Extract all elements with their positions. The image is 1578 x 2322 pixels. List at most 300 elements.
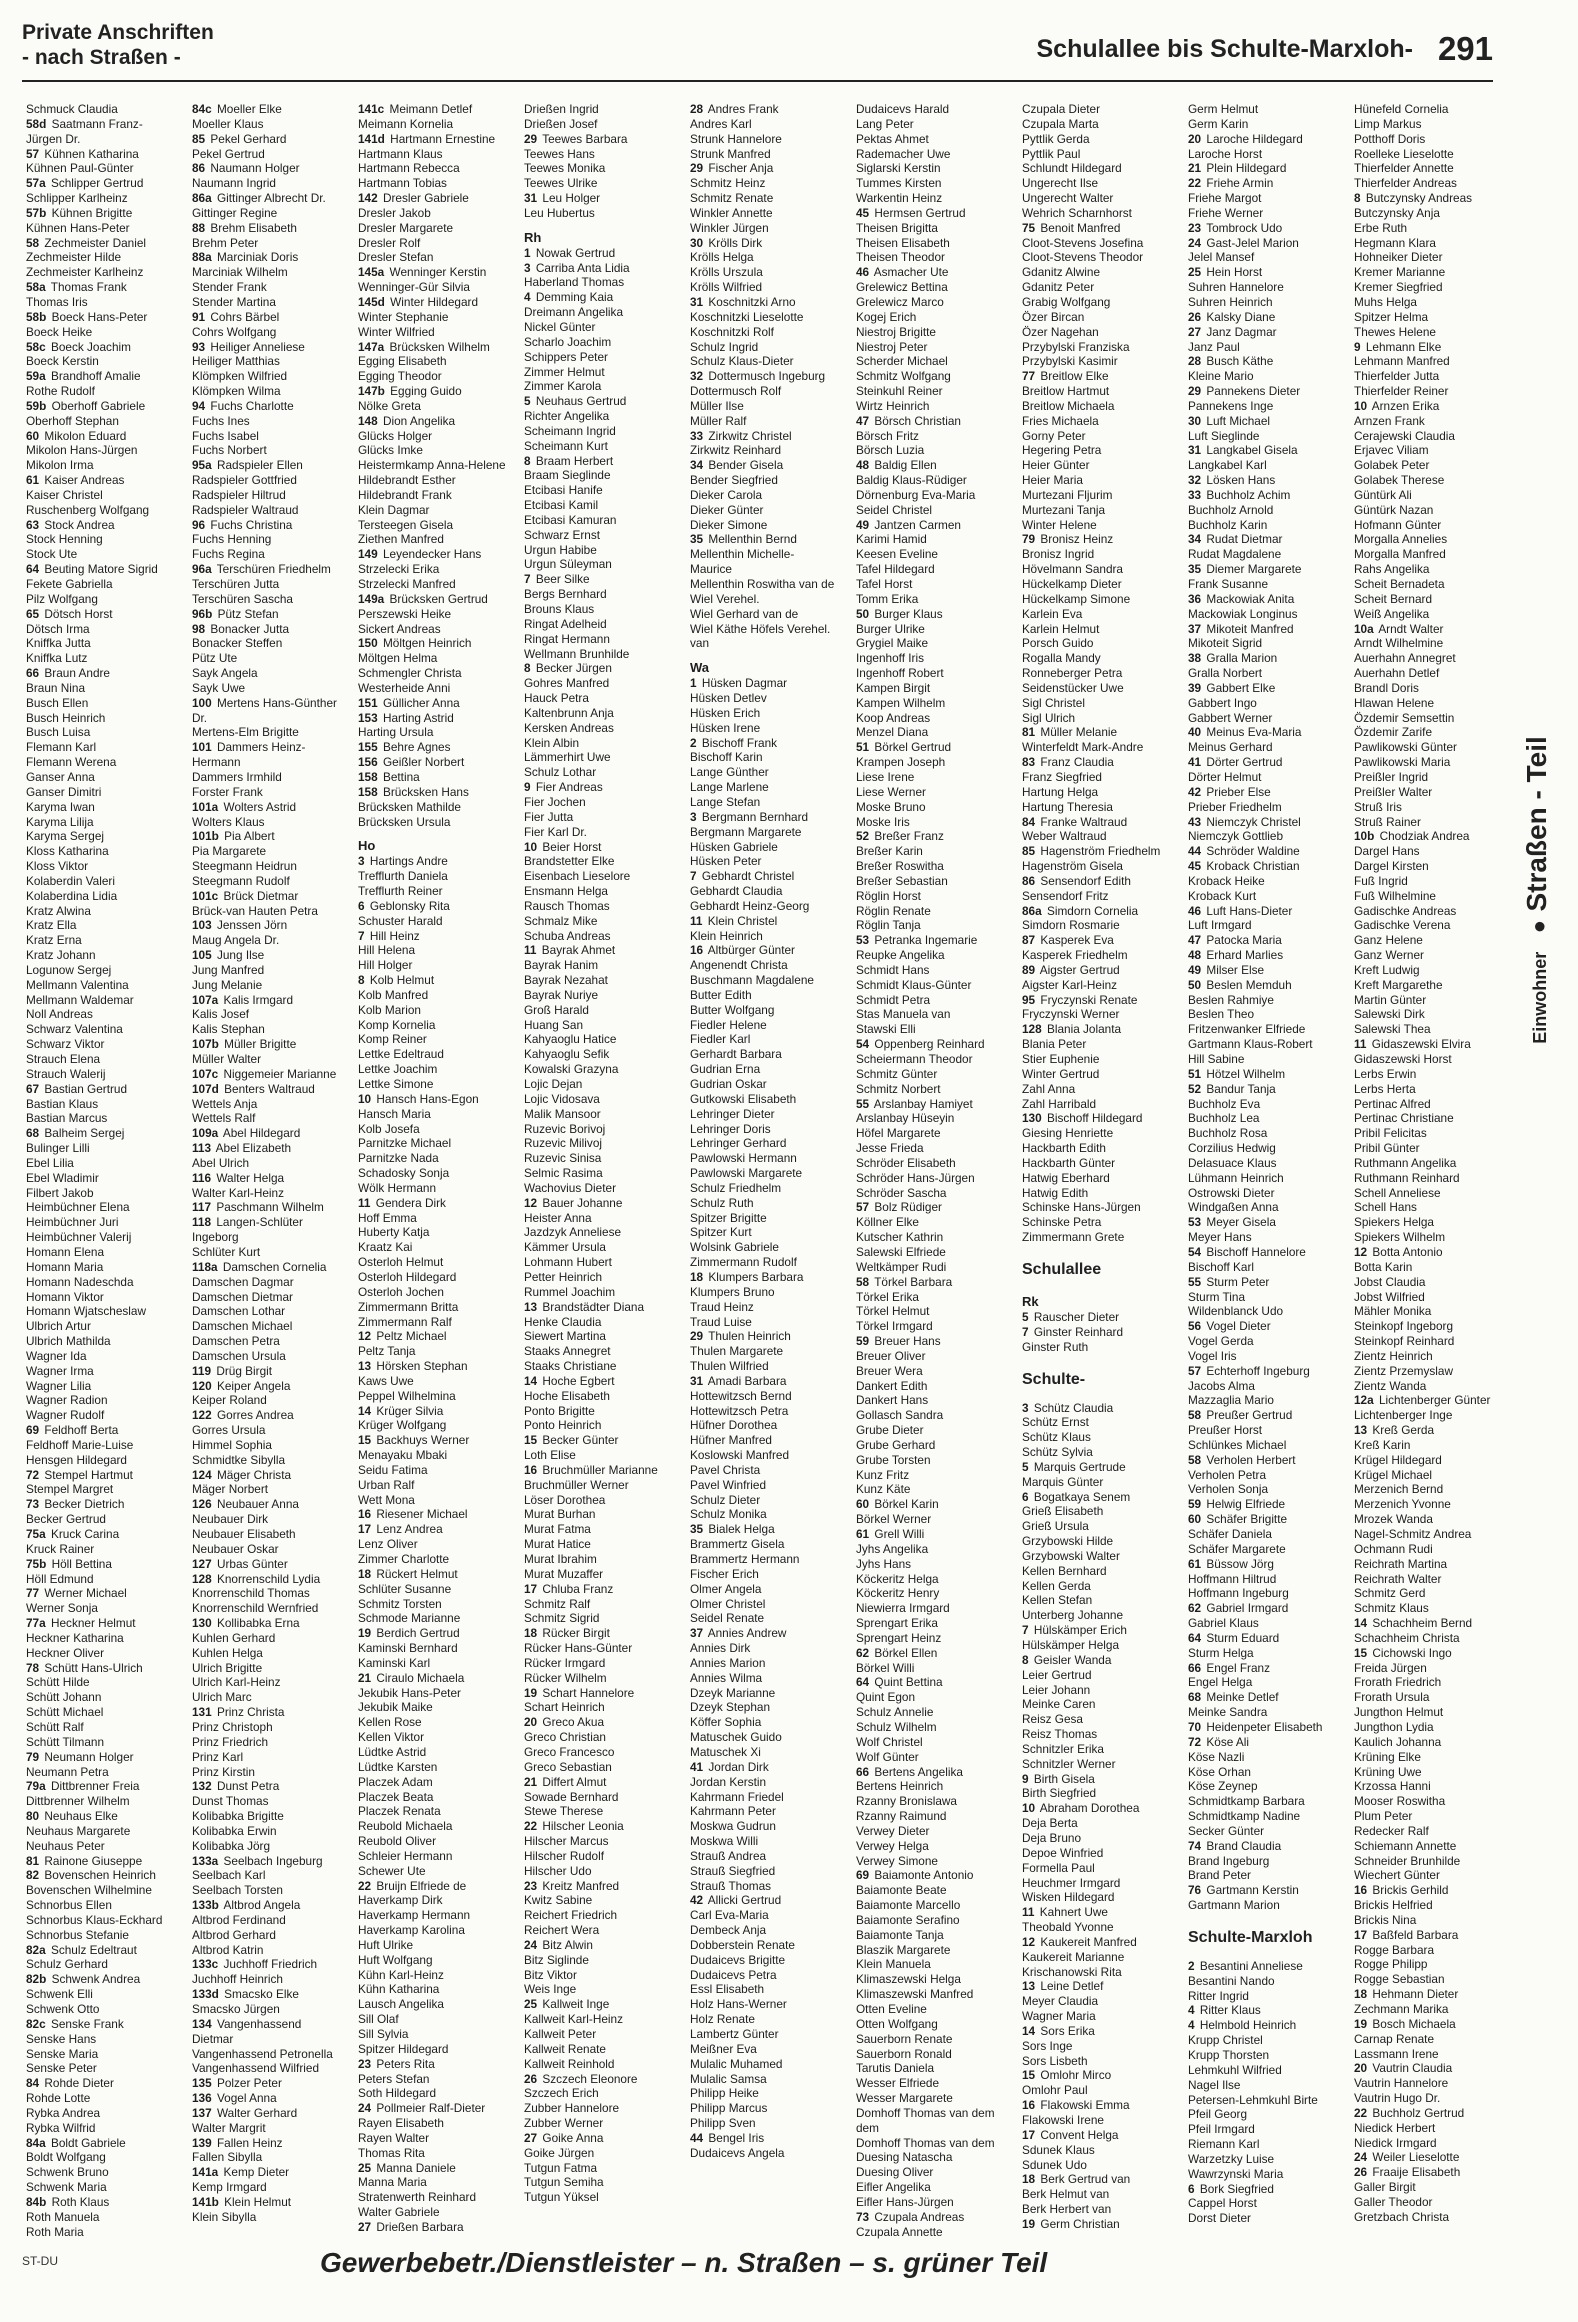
- resident-entry: Kloss Katharina: [26, 844, 109, 859]
- resident-entry: Breitlow Hartmut: [1022, 384, 1110, 399]
- resident-entry: Knorrenschild Wernfried: [192, 1601, 319, 1616]
- resident-entry: Sowade Bernhard: [524, 1789, 619, 1804]
- resident-entry: 58b Boeck Hans-Peter: [26, 309, 148, 324]
- resident-entry: Murat Hatice: [524, 1537, 591, 1552]
- house-number: 18: [1354, 1987, 1368, 2002]
- district-heading: Rh: [524, 229, 542, 245]
- resident-entry: Brandl Doris: [1354, 680, 1419, 695]
- resident-entry: Frank Susanne: [1188, 577, 1269, 591]
- resident-entry: Bayrak Hanim: [524, 958, 599, 973]
- resident-entry: Staaks Annegret: [524, 1344, 611, 1359]
- resident-entry: Placzek Beata: [358, 1789, 434, 1804]
- resident-entry: Frorath Ursula: [1354, 1690, 1430, 1705]
- resident-entry: Rayen Walter: [358, 2130, 430, 2145]
- resident-entry: Hövelmann Sandra: [1022, 562, 1123, 577]
- resident-entry: 8 Kolb Helmut: [358, 973, 435, 988]
- resident-entry: 88 Brehm Elisabeth: [192, 220, 297, 235]
- resident-entry: 107b Müller Brigitte: [192, 1037, 297, 1052]
- resident-entry: Brand Peter: [1188, 1868, 1251, 1883]
- resident-entry: Winkler Jürgen: [690, 220, 769, 235]
- resident-entry: 96a Terschüren Friedhelm: [192, 562, 331, 577]
- resident-entry: Altbrod Katrin: [192, 1942, 264, 1957]
- resident-entry: Suhren Heinrich: [1188, 294, 1273, 309]
- resident-entry: Dieker Carola: [690, 487, 763, 502]
- resident-entry: Meyer Claudia: [1022, 1994, 1099, 2009]
- resident-entry: Jelel Mansef: [1188, 250, 1255, 265]
- house-number: 133c: [192, 1957, 219, 1972]
- resident-entry: Haverkamp Hermann: [358, 1908, 471, 1923]
- house-number: 42: [690, 1893, 704, 1908]
- house-number: 18: [1022, 2172, 1036, 2187]
- resident-entry: 14 Schachheim Bernd: [1354, 1616, 1473, 1631]
- house-number: 45: [856, 205, 870, 220]
- resident-entry: Gollasch Sandra: [856, 1408, 944, 1423]
- resident-entry: Brouns Klaus: [524, 602, 595, 616]
- resident-entry: Wesser Elfriede: [856, 2076, 940, 2091]
- resident-entry: Karyma Iwan: [26, 799, 95, 814]
- resident-entry: Traud Luise: [690, 1314, 752, 1329]
- house-number: 73: [26, 1497, 40, 1512]
- house-number: 29: [690, 161, 704, 176]
- house-number: 49: [1188, 962, 1202, 977]
- house-number: 58b: [26, 309, 47, 324]
- house-number: 107b: [192, 1037, 219, 1052]
- resident-entry: 10b Chodziak Andrea: [1354, 829, 1470, 844]
- resident-entry: Pribil Günter: [1354, 1141, 1420, 1156]
- resident-entry: Schmitz Klaus: [1354, 1601, 1429, 1616]
- resident-entry: Törkel Erika: [856, 1289, 919, 1304]
- resident-entry: Quint Egon: [856, 1690, 916, 1705]
- resident-entry: 66 Braun Andre: [26, 666, 110, 681]
- resident-entry: Carl Eva-Maria: [690, 1908, 769, 1923]
- house-number: 51: [1188, 1066, 1202, 1081]
- resident-entry: Deja Berta: [1022, 1816, 1078, 1831]
- resident-entry: Theisen Elisabeth: [856, 235, 950, 250]
- resident-entry: Harting Ursula: [358, 725, 434, 740]
- resident-entry: Breßer Roswitha: [856, 859, 944, 874]
- resident-entry: Schnitzler Erika: [1022, 1741, 1104, 1756]
- resident-entry: 4 Ritter Klaus: [1188, 2003, 1261, 2018]
- resident-entry: 84 Franke Waltraud: [1022, 814, 1128, 829]
- spacer: [524, 221, 684, 227]
- resident-entry: Steinkuhl Reiner: [856, 384, 943, 399]
- resident-entry: Philipp Heike: [690, 2086, 759, 2101]
- resident-entry: Knorrenschild Thomas: [192, 1586, 310, 1601]
- resident-entry: Hückelkamp Simone: [1022, 591, 1131, 606]
- resident-entry: Przybylski Franziska: [1022, 339, 1130, 354]
- resident-entry: Luft Irmgard: [1188, 918, 1252, 933]
- resident-entry: Lojic Dejan: [524, 1077, 583, 1091]
- resident-entry: Özer Bircan: [1022, 309, 1085, 324]
- resident-entry: Brickis Nina: [1354, 1912, 1417, 1927]
- directory-column: [26, 102, 186, 2242]
- resident-entry: Pavel Winfried: [690, 1477, 767, 1492]
- resident-entry: Kämmer Ursula: [524, 1240, 606, 1255]
- resident-entry: Lehringer Gerhard: [690, 1136, 787, 1151]
- resident-entry: Kolaberdina Lidia: [26, 888, 118, 903]
- house-number: 8: [524, 661, 531, 676]
- house-number: 139: [192, 2135, 212, 2150]
- house-number: 85: [1022, 844, 1036, 859]
- house-number: 82c: [26, 2016, 46, 2031]
- resident-entry: Essl Elisabeth: [690, 1982, 765, 1997]
- house-number: 131: [192, 1705, 212, 1720]
- resident-entry: Prinz Christoph: [192, 1719, 273, 1734]
- resident-entry: Gudrian Erna: [690, 1062, 761, 1077]
- resident-entry: Zechmeister Karlheinz: [26, 265, 144, 280]
- resident-entry: Niestroj Peter: [856, 339, 928, 354]
- resident-entry: 113 Abel Elizabeth: [192, 1141, 292, 1156]
- resident-entry: Botta Karin: [1354, 1259, 1413, 1274]
- house-number: 148: [358, 413, 378, 428]
- resident-entry: Dietmar: [192, 2031, 234, 2046]
- resident-entry: 54 Oppenberg Reinhard: [856, 1037, 985, 1052]
- resident-entry: 57 Kühnen Katharina: [26, 146, 139, 161]
- resident-entry: Andres Karl: [690, 116, 752, 131]
- resident-entry: Etcibasi Kamil: [524, 498, 599, 513]
- house-number: 109a: [192, 1126, 219, 1141]
- resident-entry: Stratenwerth Reinhard: [358, 2190, 477, 2205]
- resident-entry: Klein Heinrich: [690, 928, 763, 943]
- resident-entry: Vautrin Hannelore: [1354, 2076, 1449, 2091]
- resident-entry: Schachheim Christa: [1354, 1630, 1460, 1645]
- resident-entry: 82c Senske Frank: [26, 2016, 124, 2031]
- resident-entry: Murat Fatma: [524, 1522, 591, 1537]
- resident-entry: Hoffmann Hiltrud: [1188, 1571, 1277, 1586]
- house-number: 69: [856, 1868, 870, 1883]
- resident-entry: Koslowski Manfred: [690, 1448, 790, 1463]
- resident-entry: Schiemann Annette: [1354, 1838, 1457, 1853]
- resident-entry: 66 Engel Franz: [1188, 1660, 1271, 1675]
- resident-entry: 150 Möltgen Heinrich: [358, 636, 472, 651]
- resident-entry: Krüning Elke: [1354, 1749, 1421, 1764]
- resident-entry: Brammertz Hermann: [690, 1552, 800, 1566]
- house-number: 2: [690, 735, 697, 750]
- resident-entry: Kahrmann Peter: [690, 1804, 776, 1819]
- house-number: 41: [1188, 755, 1202, 770]
- resident-entry: Cloot-Stevens Josefina: [1022, 235, 1144, 250]
- resident-entry: Wagner Radion: [26, 1393, 108, 1408]
- resident-entry: 14 Krüger Silvia: [358, 1403, 444, 1418]
- house-number: 14: [358, 1403, 372, 1418]
- resident-entry: Klumpers Bruno: [690, 1284, 775, 1299]
- resident-entry: Schulz Friedhelm: [690, 1180, 782, 1195]
- resident-entry: 13 Brandstädter Diana: [524, 1299, 645, 1314]
- resident-entry: 107c Niggemeier Marianne: [192, 1066, 337, 1081]
- resident-entry: Dembeck Anja: [690, 1923, 767, 1938]
- resident-entry: 59a Brandhoff Amalie: [26, 369, 141, 384]
- resident-entry: Gorny Peter: [1022, 428, 1086, 443]
- resident-entry: 10a Arndt Walter: [1354, 621, 1444, 636]
- resident-entry: Ganser Anna: [26, 769, 95, 784]
- house-number: 30: [690, 235, 704, 250]
- resident-entry: Germ Karin: [1188, 116, 1249, 131]
- house-number: 11: [1354, 1037, 1367, 1052]
- resident-entry: Wellmann Brunhilde: [524, 646, 630, 661]
- resident-entry: Rzanny Bronislawa: [856, 1794, 957, 1809]
- resident-entry: Braam Sieglinde: [524, 468, 611, 483]
- resident-entry: Jazdzyk Anneliese: [524, 1225, 622, 1240]
- resident-entry: Grube Dieter: [856, 1423, 924, 1438]
- resident-entry: 25 Manna Daniele: [358, 2160, 456, 2175]
- resident-entry: 5 Neuhaus Gertrud: [524, 394, 627, 409]
- resident-entry: Sensendorf Fritz: [1022, 888, 1109, 903]
- resident-entry: Schmidtkamp Barbara: [1188, 1794, 1305, 1809]
- house-number: 11: [690, 913, 703, 928]
- resident-entry: 58c Boeck Joachim: [26, 339, 131, 354]
- resident-entry: Brickis Helfried: [1354, 1898, 1433, 1913]
- resident-entry: Wagner Lilia: [26, 1378, 92, 1393]
- resident-entry: Rücker Hans-Günter: [524, 1641, 633, 1656]
- resident-entry: Schulz Gerhard: [26, 1957, 108, 1972]
- house-number: 25: [1188, 265, 1202, 280]
- bullet-icon: ●: [1526, 919, 1551, 934]
- resident-entry: Prinz Friedrich: [192, 1734, 269, 1749]
- house-number: 1: [524, 245, 531, 260]
- resident-entry: 45 Hermsen Gertrud: [856, 205, 966, 220]
- resident-entry: Schmitz Torsten: [358, 1596, 442, 1611]
- resident-entry: Jyhs Angelika: [856, 1541, 929, 1556]
- house-number: 57: [26, 146, 40, 161]
- resident-entry: Ulbrich Mathilda: [26, 1334, 111, 1349]
- resident-entry: Ruschenberg Wolfgang: [26, 502, 150, 517]
- resident-entry: Gdanitz Alwine: [1022, 265, 1101, 280]
- resident-entry: Bergmann Margarete: [690, 824, 802, 839]
- resident-entry: Müller Walter: [192, 1052, 262, 1066]
- district-heading: Rk: [1022, 1293, 1039, 1309]
- resident-entry: 7 Hülskämper Erich: [1022, 1623, 1127, 1638]
- house-number: 93: [192, 339, 206, 354]
- house-number: 58: [1188, 1408, 1202, 1423]
- resident-entry: Rybka Wilfrid: [26, 2120, 96, 2135]
- resident-entry: Ganz Helene: [1354, 933, 1423, 948]
- resident-entry: 54 Bischoff Hannelore: [1188, 1244, 1306, 1259]
- house-number: 6: [1022, 1489, 1029, 1504]
- resident-entry: Ingenhoff Robert: [856, 666, 944, 681]
- house-number: 57: [856, 1200, 870, 1215]
- resident-entry: Altbrod Ferdinand: [192, 1912, 286, 1927]
- resident-entry: 69 Baiamonte Antonio: [856, 1868, 974, 1883]
- resident-entry: 153 Harting Astrid: [358, 710, 454, 725]
- house-number: 34: [1188, 532, 1202, 547]
- resident-entry: Liese Werner: [856, 784, 926, 799]
- house-number: 149: [358, 547, 378, 562]
- resident-entry: 86a Simdorn Cornelia: [1022, 903, 1139, 918]
- resident-entry: Plum Peter: [1354, 1809, 1413, 1824]
- resident-entry: Menzel Diana: [856, 725, 929, 740]
- resident-entry: Struß Iris: [1354, 799, 1402, 814]
- resident-entry: 10 Beier Horst: [524, 839, 602, 854]
- resident-entry: Holz Renate: [690, 2012, 755, 2027]
- resident-entry: 24 Pollmeier Ralf-Dieter: [358, 2101, 486, 2116]
- resident-entry: Rybka Andrea: [26, 2105, 101, 2120]
- resident-entry: Kallweit Reinhold: [524, 2056, 615, 2071]
- resident-entry: 7 Gebhardt Christel: [690, 869, 795, 884]
- resident-entry: Hartmann Tobias: [358, 176, 447, 191]
- house-number: 145d: [358, 294, 385, 309]
- house-number: 8: [1354, 191, 1361, 206]
- resident-entry: Murtezani Tanja: [1022, 502, 1106, 517]
- resident-entry: Reisz Gesa: [1022, 1712, 1083, 1727]
- resident-entry: Otten Eveline: [856, 2002, 927, 2016]
- resident-entry: Senske Maria: [26, 2046, 99, 2061]
- house-number: 35: [1188, 562, 1202, 577]
- resident-entry: Wagner Irma: [26, 1363, 94, 1378]
- resident-entry: Ponto Heinrich: [524, 1418, 602, 1433]
- resident-entry: Hüsken Detlev: [690, 691, 767, 706]
- resident-entry: Hauck Petra: [524, 691, 589, 706]
- resident-entry: Weiß Angelika: [1354, 606, 1430, 621]
- resident-entry: Mikolon Hans-Jürgen: [26, 443, 138, 458]
- house-number: 9: [1022, 1771, 1029, 1786]
- house-number: 24: [1354, 2150, 1368, 2165]
- resident-entry: Leu Hubertus: [524, 205, 595, 220]
- resident-entry: Börkel Willi: [856, 1660, 915, 1675]
- resident-entry: Mäger Norbert: [192, 1482, 269, 1497]
- resident-entry: Abel Ulrich: [192, 1155, 250, 1170]
- resident-entry: Strzelecki Erika: [358, 562, 440, 577]
- resident-entry: Rogalla Mandy: [1022, 651, 1101, 666]
- resident-entry: Hlawan Helene: [1354, 695, 1435, 710]
- resident-entry: 19 Bosch Michaela: [1354, 2016, 1456, 2031]
- resident-entry: Schmidt Hans: [856, 962, 930, 977]
- house-number: 147b: [358, 384, 385, 399]
- resident-entry: 16 Riesener Michael: [358, 1507, 468, 1522]
- resident-entry: Salewski Thea: [1354, 1022, 1431, 1037]
- resident-entry: Strzelecki Manfred: [358, 577, 456, 591]
- house-number: 50: [856, 606, 870, 621]
- resident-entry: 66 Bertens Angelika: [856, 1764, 963, 1779]
- resident-entry: 79 Bronisz Heinz: [1022, 532, 1114, 547]
- resident-entry: Ganser Dimitri: [26, 784, 102, 799]
- house-number: 118: [192, 1215, 212, 1230]
- resident-entry: Ungerecht Walter: [1022, 191, 1114, 206]
- resident-entry: Kampen Birgit: [856, 680, 931, 695]
- resident-entry: Gutkowski Elisabeth: [690, 1091, 797, 1106]
- resident-entry: Annies Marion: [690, 1655, 766, 1670]
- resident-entry: 47 Börsch Christian: [856, 413, 961, 428]
- resident-entry: Hackbarth Günter: [1022, 1155, 1116, 1170]
- house-number: 3: [358, 854, 365, 869]
- resident-entry: 85 Hagenström Friedhelm: [1022, 844, 1161, 859]
- resident-entry: Köse Orhan: [1188, 1764, 1251, 1779]
- resident-entry: Winterfeldt Mark-Andre: [1022, 740, 1144, 755]
- resident-entry: Philipp Sven: [690, 2116, 756, 2131]
- resident-entry: Secker Günter: [1188, 1823, 1265, 1838]
- directory-column: [856, 102, 1016, 2242]
- house-number: 27: [524, 2130, 538, 2145]
- house-number: 130: [192, 1616, 212, 1631]
- house-number: 52: [856, 829, 870, 844]
- house-number: 60: [1188, 1512, 1202, 1527]
- house-number: 126: [192, 1497, 212, 1512]
- resident-entry: Schnitzler Werner: [1022, 1756, 1116, 1771]
- resident-entry: Lassmann Irene: [1354, 2046, 1439, 2061]
- resident-entry: Reichrath Martina: [1354, 1556, 1448, 1571]
- resident-entry: Maurice: [690, 562, 732, 577]
- resident-entry: 77 Werner Michael: [26, 1586, 127, 1601]
- resident-entry: Gadischke Verena: [1354, 918, 1451, 933]
- resident-entry: Schulz Dieter: [690, 1492, 761, 1507]
- resident-entry: Schmitz Heinz: [690, 176, 766, 191]
- resident-entry: Hüfner Manfred: [690, 1433, 772, 1448]
- resident-entry: Unterberg Johanne: [1022, 1608, 1123, 1623]
- resident-entry: Seidel Christel: [856, 502, 933, 517]
- resident-entry: 5 Marquis Gertrude: [1022, 1459, 1126, 1474]
- resident-entry: 27 Drießen Barbara: [358, 2219, 464, 2234]
- resident-entry: Hartmann Rebecca: [358, 161, 460, 176]
- resident-entry: Pawlikowski Günter: [1354, 740, 1457, 755]
- resident-entry: Ulrich Brigitte: [192, 1660, 263, 1675]
- house-number: 13: [358, 1359, 372, 1374]
- resident-entry: Niedick Irmgard: [1354, 2135, 1437, 2150]
- resident-entry: Murtezani Fljurim: [1022, 487, 1113, 502]
- side-label-small: Einwohner: [1530, 951, 1550, 1044]
- resident-entry: Schell Hans: [1354, 1200, 1417, 1215]
- resident-entry: Thewes Helene: [1354, 324, 1436, 339]
- resident-entry: 128 Knorrenschild Lydia: [192, 1571, 321, 1586]
- resident-entry: 4 Helmbold Heinrich: [1188, 2018, 1297, 2033]
- resident-entry: Perszewski Heike: [358, 606, 452, 621]
- resident-entry: Heimbüchner Valerij: [26, 1230, 132, 1245]
- house-number: 156: [358, 755, 378, 770]
- resident-entry: Zimmermann Britta: [358, 1299, 459, 1314]
- resident-entry: 3 Carriba Anta Lidia: [524, 260, 630, 275]
- directory-columns: [26, 102, 1491, 2242]
- resident-entry: 11 Gendera Dirk: [358, 1195, 446, 1210]
- resident-entry: 1 Nowak Gertrud: [524, 245, 616, 260]
- resident-entry: 107a Kalis Irmgard: [192, 992, 294, 1007]
- resident-entry: 8 Geisler Wanda: [1022, 1652, 1112, 1667]
- resident-entry: Mellmann Valentina: [26, 977, 129, 992]
- resident-entry: Klein Dagmar: [358, 502, 430, 517]
- house-number: 107a: [192, 992, 219, 1007]
- resident-entry: 30 Krölls Dirk: [690, 235, 763, 250]
- resident-entry: Golabek Therese: [1354, 473, 1445, 488]
- resident-entry: Przybylski Kasimir: [1022, 354, 1118, 369]
- resident-entry: 2 Besantini Anneliese: [1188, 1958, 1303, 1973]
- resident-entry: Auerhahn Detlef: [1354, 666, 1440, 681]
- resident-entry: Lüdtke Karsten: [358, 1759, 438, 1774]
- resident-entry: Eifler Hans-Jürgen: [856, 2194, 954, 2209]
- resident-entry: Damschen Lothar: [192, 1304, 286, 1319]
- resident-entry: 12 Peltz Michael: [358, 1329, 447, 1344]
- resident-entry: Dudaicevs Angela: [690, 2145, 785, 2160]
- resident-entry: Zubber Hannelore: [524, 2101, 620, 2116]
- resident-entry: Schmidt Klaus-Günter: [856, 977, 972, 992]
- resident-entry: Braun Nina: [26, 680, 86, 695]
- house-number: 30: [1188, 413, 1202, 428]
- resident-entry: Schulz Ingrid: [690, 339, 759, 354]
- house-number: 79: [1022, 532, 1036, 547]
- resident-entry: Urgun Süleyman: [524, 557, 612, 572]
- resident-entry: 145d Winter Hildegard: [358, 294, 479, 309]
- resident-entry: 120 Keiper Angela: [192, 1378, 291, 1393]
- resident-entry: Fuß Wilhelmine: [1354, 888, 1436, 903]
- resident-entry: Tomm Erika: [856, 591, 919, 606]
- resident-entry: Kolb Manfred: [358, 987, 429, 1002]
- resident-entry: Hilscher Udo: [524, 1863, 592, 1878]
- resident-entry: Kremer Siegfried: [1354, 280, 1443, 295]
- resident-entry: Klömpken Wilma: [192, 384, 281, 399]
- resident-entry: Wolf Günter: [856, 1749, 919, 1764]
- resident-entry: 68 Meinke Detlef: [1188, 1690, 1279, 1705]
- house-number: 77a: [26, 1616, 46, 1631]
- resident-entry: 117 Paschmann Wilhelm: [192, 1200, 324, 1215]
- resident-entry: Hildebrandt Esther: [358, 473, 456, 488]
- house-number: 12a: [1354, 1393, 1374, 1408]
- resident-entry: Schütt Michael: [26, 1705, 104, 1720]
